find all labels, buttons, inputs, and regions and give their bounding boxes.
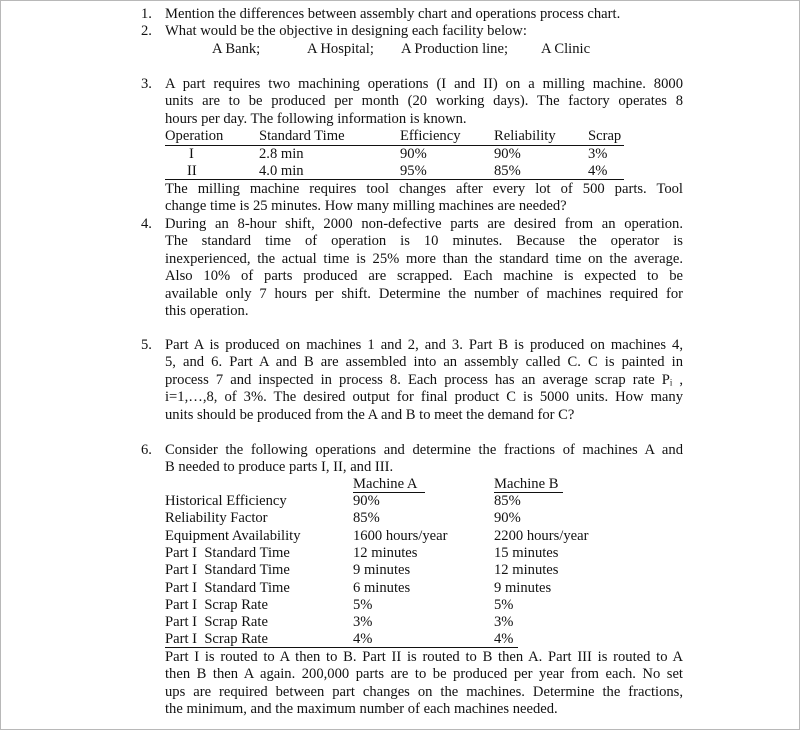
cell-machine-a: 5% xyxy=(353,597,373,613)
q6-line: B needed to produce parts I, II, and III. xyxy=(165,459,394,476)
header-machine-b: Machine B xyxy=(494,476,559,492)
row-label: Part I Standard Time xyxy=(165,545,290,561)
q5-line: Part A is produced on machines 1 and 2, and 3. Part B is produced on machines 4, xyxy=(165,337,683,353)
cell-machine-a: 85% xyxy=(353,510,380,526)
q4-line: The standard time of operation is 10 minutes. Because the operator is xyxy=(165,233,683,250)
row-label: Historical Efficiency xyxy=(165,493,287,509)
cell-machine-b: 2200 hours/year xyxy=(494,528,589,544)
row-label: Part I Scrap Rate xyxy=(165,631,268,647)
cell-machine-a: 1600 hours/year xyxy=(353,528,448,544)
cell-machine-a: 4% xyxy=(353,631,373,647)
header-reliability: Reliability xyxy=(494,128,556,144)
q6-followup xyxy=(165,649,683,719)
cell-machine-b: 4% xyxy=(494,631,514,647)
cell-scrap: 4% xyxy=(588,163,608,179)
q5-line: i=1,…,8, of 3%. The desired output for final product C is 5000 units. How many xyxy=(165,389,683,406)
cell-efficiency: 90% xyxy=(400,146,427,162)
header-operation: Operation xyxy=(165,128,224,144)
header-efficiency: Efficiency xyxy=(400,128,461,144)
cell-efficiency: 95% xyxy=(400,163,427,179)
q3-after-line: The milling machine requires tool changes after every lot of 500 parts. Tool xyxy=(165,181,683,197)
q4-line: available only 7 hours per shift. Determine the number of machines required for xyxy=(165,285,683,302)
q6-after-line: ups are required between part changes on the machines. Determine the fractions, xyxy=(165,683,683,700)
cell-operation: II xyxy=(187,163,197,179)
q3-paragraph xyxy=(165,76,683,128)
row-label: Equipment Availability xyxy=(165,528,301,544)
cell-machine-b: 9 minutes xyxy=(494,580,552,596)
row-label: Part I Scrap Rate xyxy=(165,597,268,613)
q4-line: Also 10% of parts produced are scrapped. Each machine is expected to be xyxy=(165,268,683,285)
q2-number: 2. xyxy=(141,23,152,39)
q6-table-bottom-rule xyxy=(165,647,518,648)
q4-paragraph xyxy=(165,216,683,320)
cell-reliability: 90% xyxy=(494,146,521,162)
q3-line: units are to be produced per month (20 working days). The factory operates 8 xyxy=(165,93,683,110)
cell-standard-time: 2.8 min xyxy=(259,146,304,162)
q3-line: hours per day. The following information is known. xyxy=(165,110,467,127)
q5-line: process 7 and inspected in process 8. Each process has an average scrap rate Pᵢ , xyxy=(165,371,683,388)
q3-after-line: change time is 25 minutes. How many milling machines are needed? xyxy=(165,198,567,215)
q3-followup xyxy=(165,181,683,216)
q5-paragraph xyxy=(165,337,683,424)
q3-number: 3. xyxy=(141,76,152,92)
cell-machine-b: 90% xyxy=(494,510,521,526)
q3-header-rule xyxy=(165,145,624,146)
header-machine-a: Machine A xyxy=(353,476,418,492)
q4-line: inexperienced, the actual time is 25% more than the standard time on the average. xyxy=(165,250,683,267)
q1-number: 1. xyxy=(141,6,152,22)
q6-line: Consider the following operations and determine the fractions of machines A and xyxy=(165,442,683,458)
cell-machine-a: 6 minutes xyxy=(353,580,411,596)
facility-bank: A Bank; xyxy=(212,41,261,57)
cell-scrap: 3% xyxy=(588,146,608,162)
facility-production-line: A Production line; xyxy=(401,41,509,57)
cell-machine-a: 9 minutes xyxy=(353,562,411,578)
row-label: Reliability Factor xyxy=(165,510,268,526)
q2-text: What would be the objective in designing each facility below: xyxy=(165,23,527,39)
cell-machine-a: 12 minutes xyxy=(353,545,418,561)
cell-machine-a: 3% xyxy=(353,614,373,630)
q4-line: During an 8-hour shift, 2000 non-defective parts are desired from an operation. xyxy=(165,216,683,232)
q1-text: Mention the differences between assembly chart and operations process chart. xyxy=(165,6,621,22)
header-scrap: Scrap xyxy=(588,128,622,144)
q4-line: this operation. xyxy=(165,302,249,319)
cell-machine-b: 5% xyxy=(494,597,514,613)
facility-clinic: A Clinic xyxy=(541,41,591,57)
q6-paragraph xyxy=(165,442,683,477)
q3-line: A part requires two machining operations (I and II) on a milling machine. 8000 xyxy=(165,76,683,92)
row-label: Part I Standard Time xyxy=(165,580,290,596)
cell-machine-b: 3% xyxy=(494,614,514,630)
cell-machine-b: 12 minutes xyxy=(494,562,559,578)
q6-after-line: then B then A again. 200,000 parts are to be produced per year from each. No set xyxy=(165,666,683,683)
q4-number: 4. xyxy=(141,216,152,232)
row-label: Part I Standard Time xyxy=(165,562,290,578)
cell-machine-b: 15 minutes xyxy=(494,545,559,561)
cell-machine-b: 85% xyxy=(494,493,521,509)
header-standard-time: Standard Time xyxy=(259,128,345,144)
q3-table-bottom-rule xyxy=(165,179,624,180)
cell-reliability: 85% xyxy=(494,163,521,179)
row-label: Part I Scrap Rate xyxy=(165,614,268,630)
cell-operation: I xyxy=(189,146,194,162)
cell-standard-time: 4.0 min xyxy=(259,163,304,179)
cell-machine-a: 90% xyxy=(353,493,380,509)
q6-number: 6. xyxy=(141,442,152,458)
q5-line: 5, and 6. Part A and B are assembled into an assembly called C. C is painted in xyxy=(165,354,683,371)
facility-hospital: A Hospital; xyxy=(307,41,374,57)
q5-number: 5. xyxy=(141,337,152,353)
q5-line: units should be produced from the A and B to meet the demand for C? xyxy=(165,406,575,423)
q6-after-line: Part I is routed to A then to B. Part II is routed to B then A. Part III is routed to A xyxy=(165,649,683,665)
q6-after-line: the minimum, and the maximum number of each machines needed. xyxy=(165,701,558,718)
